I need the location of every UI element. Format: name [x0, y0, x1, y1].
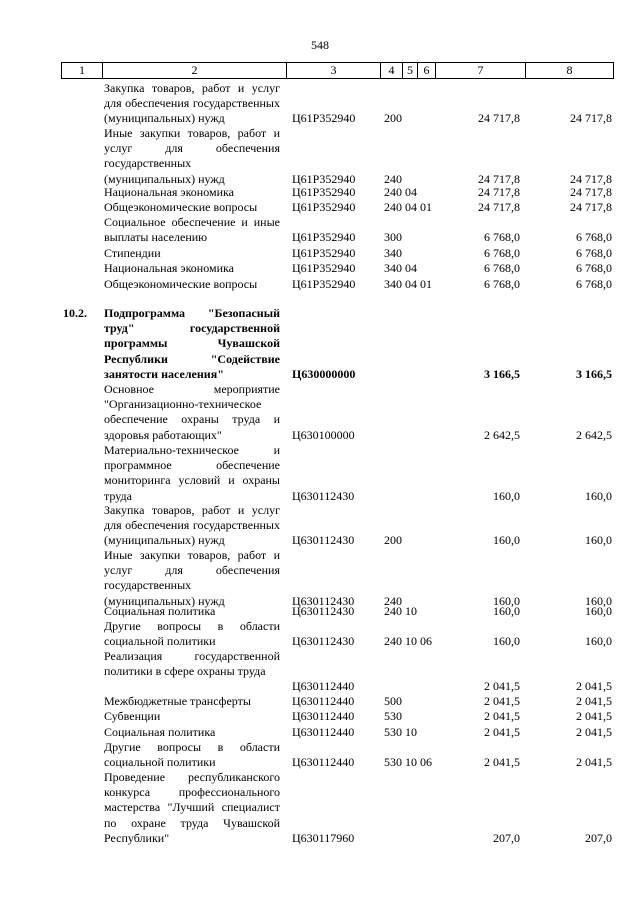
row-value-col8: 160,0: [585, 533, 612, 548]
table-row: [0, 126, 640, 187]
row-code: Ц630112440: [292, 679, 355, 694]
row-classification: 200: [384, 533, 402, 548]
row-code: Ц61Р352940: [292, 246, 356, 260]
row-value-col7: 2 041,5: [484, 755, 520, 770]
row-code: Ц630112440: [292, 725, 355, 739]
row-value-col8: 207,0: [585, 830, 612, 845]
row-classification: 240: [384, 593, 402, 608]
row-value-col8: 3 166,5: [576, 366, 612, 381]
row-classification: 530 10: [384, 725, 417, 739]
row-name: Общеэкономические вопросы: [104, 200, 258, 214]
table-row: [0, 740, 640, 770]
table-row: [0, 649, 640, 695]
row-code: Ц61Р352940: [292, 111, 356, 126]
col-header-6: 6: [418, 62, 436, 79]
row-code: Ц630112430: [292, 593, 355, 608]
row-value-col7: 160,0: [493, 533, 520, 548]
row-code: Ц630112430: [292, 488, 355, 503]
col-header-3: 3: [287, 62, 381, 79]
row-classification: 240 04 01: [384, 200, 432, 214]
table-row: [0, 709, 640, 724]
row-name: Основное мероприятие "Организационно-техническое обеспечение охраны труда и здоровья работающих": [104, 382, 280, 442]
row-name: Субвенции: [104, 709, 161, 723]
row-code: Ц61Р352940: [292, 261, 356, 275]
row-name: Социальная политика: [104, 604, 216, 618]
row-code: Ц630112440: [292, 694, 355, 708]
row-code: Ц630112430: [292, 533, 355, 548]
row-value-col8: 160,0: [585, 604, 612, 618]
row-value-col7: 6 768,0: [484, 277, 520, 291]
row-classification: 240 04: [384, 185, 417, 199]
row-name: Проведение республиканского конкурса профессионального мастерства "Лучший специалист по охране труда Чувашской Республики": [104, 770, 280, 845]
table-row: [0, 443, 640, 504]
row-value-col7: 2 041,5: [484, 679, 520, 694]
row-number: 10.2.: [63, 306, 87, 320]
row-value-col7: 2 642,5: [484, 427, 520, 442]
table-row: [0, 261, 640, 276]
row-value-col8: 24 717,8: [570, 200, 612, 214]
table-row: [0, 81, 640, 127]
row-value-col8: 6 768,0: [576, 277, 612, 291]
row-classification: 240 10: [384, 604, 417, 618]
table-row: [0, 200, 640, 215]
row-classification: 340: [384, 246, 402, 260]
row-code: Ц630117960: [292, 830, 355, 845]
table-row: [0, 215, 640, 245]
row-value-col7: 24 717,8: [478, 185, 520, 199]
row-classification: 500: [384, 694, 402, 708]
page-number: 548: [311, 38, 329, 52]
row-code: Ц61Р352940: [292, 171, 356, 186]
row-value-col8: 2 041,5: [576, 755, 612, 770]
row-value-col8: 2 041,5: [576, 709, 612, 723]
row-value-col8: 6 768,0: [576, 261, 612, 275]
row-classification: 530: [384, 709, 402, 723]
row-value-col7: 6 768,0: [484, 261, 520, 275]
row-name: Закупка товаров, работ и услуг для обеспечения государственных (муниципальных) нужд: [104, 81, 280, 126]
col-header-5: 5: [403, 62, 418, 79]
row-name: Закупка товаров, работ и услуг для обеспечения государственных (муниципальных) нужд: [104, 503, 280, 548]
row-value-col7: 160,0: [493, 593, 520, 608]
row-name: Иные закупки товаров, работ и услуг для обеспечения государственных (муниципальных) нужд: [104, 548, 280, 608]
row-name: Социальное обеспечение и иные выплаты населению: [104, 215, 280, 245]
row-code: Ц630100000: [292, 427, 355, 442]
row-value-col7: 3 166,5: [484, 366, 520, 381]
row-value-col8: 6 768,0: [576, 230, 612, 245]
row-name: Социальная политика: [104, 725, 216, 739]
row-value-col7: 2 041,5: [484, 725, 520, 739]
row-name: Подпрограмма "Безопасный труд" государственной программы Чувашской Республики "Содействие занятости населения": [104, 306, 280, 381]
row-value-col8: 6 768,0: [576, 246, 612, 260]
row-value-col8: 160,0: [585, 488, 612, 503]
row-value-col8: 24 717,8: [570, 185, 612, 199]
row-name: Национальная экономика: [104, 185, 234, 199]
row-classification: 240 10 06: [384, 634, 432, 649]
row-code: Ц630112430: [292, 604, 355, 618]
row-code: Ц630000000: [292, 366, 356, 381]
row-name: Национальная экономика: [104, 261, 234, 275]
row-name: Стипендии: [104, 246, 161, 260]
row-value-col7: 160,0: [493, 604, 520, 618]
row-code: Ц61Р352940: [292, 230, 356, 245]
table-row: [0, 770, 640, 846]
row-name: Другие вопросы в области социальной политики: [104, 619, 280, 649]
table-row: [0, 185, 640, 200]
row-value-col8: 160,0: [585, 634, 612, 649]
row-name: Общеэкономические вопросы: [104, 277, 258, 291]
row-value-col8: 2 041,5: [576, 679, 612, 694]
col-header-7: 7: [436, 62, 526, 79]
col-header-2: 2: [103, 62, 287, 79]
table-row: [0, 604, 640, 619]
row-classification: 530 10 06: [384, 755, 432, 770]
row-code: Ц61Р352940: [292, 185, 356, 199]
row-value-col7: 160,0: [493, 488, 520, 503]
table-row: [0, 246, 640, 261]
row-value-col8: 2 041,5: [576, 694, 612, 708]
table-row: [0, 382, 640, 443]
row-code: Ц630112440: [292, 755, 355, 770]
row-value-col8: 2 642,5: [576, 427, 612, 442]
table-row: [0, 694, 640, 709]
col-header-4: 4: [381, 62, 403, 79]
row-value-col7: 6 768,0: [484, 246, 520, 260]
row-value-col8: 24 717,8: [570, 111, 612, 126]
row-value-col7: 24 717,8: [478, 200, 520, 214]
row-code: Ц630112440: [292, 709, 355, 723]
row-name: Межбюджетные трансферты: [104, 694, 251, 708]
col-header-8: 8: [526, 62, 614, 79]
row-classification: 240: [384, 171, 402, 186]
row-value-col8: 24 717,8: [570, 171, 612, 186]
row-value-col7: 207,0: [493, 830, 520, 845]
row-name: Реализация государственной политики в сфере охраны труда: [104, 649, 280, 679]
row-value-col7: 2 041,5: [484, 694, 520, 708]
row-value-col7: 160,0: [493, 634, 520, 649]
col-header-1: 1: [61, 62, 103, 79]
row-value-col7: 6 768,0: [484, 230, 520, 245]
row-value-col8: 160,0: [585, 593, 612, 608]
row-name: Иные закупки товаров, работ и услуг для обеспечения государственных (муниципальных) нужд: [104, 126, 280, 186]
row-name: Материально-техническое и программное обеспечение мониторинга условий и охраны труда: [104, 443, 280, 503]
row-value-col8: 2 041,5: [576, 725, 612, 739]
table-row: [0, 619, 640, 649]
row-classification: 340 04 01: [384, 277, 432, 291]
table-row: [0, 725, 640, 740]
row-name: Другие вопросы в области социальной политики: [104, 740, 280, 770]
table-row: [0, 548, 640, 609]
table-row: [0, 277, 640, 292]
row-value-col7: 24 717,8: [478, 111, 520, 126]
row-code: Ц61Р352940: [292, 200, 356, 214]
row-classification: 300: [384, 230, 402, 245]
row-value-col7: 2 041,5: [484, 709, 520, 723]
row-code: Ц61Р352940: [292, 277, 356, 291]
table-row: [0, 306, 640, 382]
row-code: Ц630112430: [292, 634, 355, 649]
row-classification: 340 04: [384, 261, 417, 275]
row-classification: 200: [384, 111, 402, 126]
row-value-col7: 24 717,8: [478, 171, 520, 186]
table-row: [0, 503, 640, 549]
